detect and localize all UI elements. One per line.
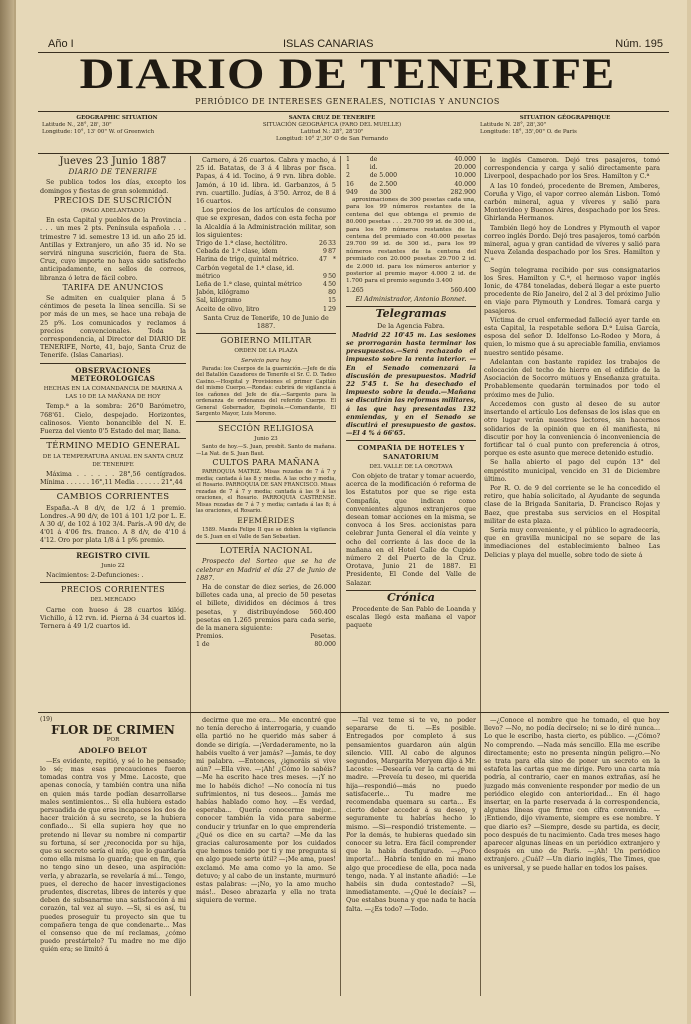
- intro-text: Se publica todos los días, excepto los domingos y fiestas de gran solemnidad.: [40, 178, 186, 195]
- cronica-title: Crónica: [387, 590, 435, 604]
- premios-header: Premios.: [196, 633, 224, 641]
- market-cell: 80: [328, 289, 336, 297]
- tarifa-title: TARIFA DE ANUNCIOS: [62, 282, 164, 292]
- lottery-cell: 2: [346, 172, 350, 180]
- serial-column-4: [484, 716, 660, 996]
- cronica-text: Procedente de San Pablo de Loanda y escalas llegó esta mañana el vapor paquete: [346, 605, 476, 630]
- cronica-item: Por R. O. de 9 del corriente se le ha concedido el retiro, que había solicitado, al Ayudante de segunda clase de la Brigada Sanitaria, D. Francisco Rojas y Baez, que prestaba sus servicios en el Hospital militar de esta plaza.: [484, 483, 660, 525]
- market-cell: 1: [322, 305, 327, 313]
- geo-line: Longitud: 10° 2',30" O de San Fernando: [276, 136, 388, 142]
- cambios-text: España.-A 8 d/v, de 1/2 á 1 premio. Londres.-A 90 d/v, de 101 á 101 1/2 por L. E. A 30 d/, de 102 á 102 3/4. París.-A 90 d/v, de 4'01 á 4'06 frs. franco. A 8 d/v, de 4'10 á 4'12. Oro por plata 1/8 á 1 p% premio.: [40, 503, 186, 545]
- column-3: [346, 156, 476, 711]
- market-cell: *: [332, 256, 336, 264]
- termino-title: TÉRMINO MEDIO GENERAL: [46, 441, 180, 452]
- market-row: [196, 289, 336, 297]
- market-row: [196, 297, 336, 305]
- market-cell: Carbón vegetal de 1.ª clase, id.: [196, 264, 295, 272]
- market-table: [196, 240, 336, 314]
- loteria-title: LOTERÍA NACIONAL: [219, 546, 313, 556]
- market-cell: Sal, kilógramo: [196, 297, 242, 305]
- telegramas-title: Telegramas: [375, 307, 447, 321]
- seccion-text: Santo de hoy.—S. Juan, presbít. Santo de mañana.—La Nat. de S. Juan Baut.: [196, 444, 336, 457]
- market-cell: Jabón, kilógramo: [196, 289, 250, 297]
- geo-box-english: [42, 115, 192, 153]
- market-row: [196, 265, 336, 273]
- precios-text: En esta Capital y pueblos de la Provincia . . . . un mes 2 pts. Península española . . . trimestre 7 id. semestre 13 id. un año 25 id. Antillas y Extranjero, un año 35 id. No se servirá ninguna suscrición, fuera de Sta. Cruz, cuyo importe no haya sido satisfecho anticipadamente, en sellos de correos, libranza ó letra de fácil cobro.: [40, 216, 186, 282]
- termino-subtitle: DE LA TEMPERATURA ANUAL EN SANTA CRUZ DE TENERIFE: [42, 453, 184, 468]
- market-cell: 9: [322, 248, 327, 256]
- market-prices: Carnero, á 26 cuartos. Cabra y macho, á 25 id. Batatas, de 3 á 4 libras por fisca. Papas, á 4 id. Tocino, á 9 rvn. libra doble. Jamón, á 10 id. libra. id. Garbanzos, á 5 rvn. cuartillo. Judías, á 3'50. Arroz, de 8 á 16 cuartos.: [196, 156, 336, 206]
- lottery-cell: de 2.500: [369, 180, 398, 188]
- cultos-title: CULTOS PARA MAÑANA: [212, 458, 320, 468]
- lottery-text: aproximaciones de 300 pesetas cada una, para los 99 números restantes de la centena del que obtenga el premio de 80.000 pesetas . . . 29.700 99 id. de 300 id., para los 99 números restantes de la centena del premiado con 40.000 pesetas 29.700 99 id. de 300 id., para los 99 números restantes de la centena del premiado con 20.000 pesetas 29.700 2 id. de 2.000 id. para los números anterior y posterior al premio mayor 4.000 2 id. de 1.700 para el premio segundo 3.400: [346, 197, 476, 285]
- lottery-cell: 10.000: [454, 172, 476, 180]
- lottery-row: [346, 172, 476, 180]
- column-divider: [190, 156, 191, 996]
- market-row: [196, 281, 336, 289]
- registro-subtitle: Junio 22: [101, 562, 125, 569]
- market-cell: 33: [328, 240, 336, 248]
- market-cell: [318, 265, 327, 273]
- compania-text: Con objeto de tratar y tomar acuerdo, acerca de la modificación ó reforma de los Estatutos por que se rige esta Compañía, que indican como convenientes algunos extranjeros que desean tomar acciones en la misma, se convoca á los Sres. accionistas para celebrar Junta General el día veinte y ocho del corriente á las doce de la mañana en el Hotel Calle de Cupido número 2 del Puerto de la Cruz. Orotava, Junio 21 de 1887. El Presidente, El Conde del Valle de Salazar.: [346, 471, 476, 587]
- lottery-cell: 16: [346, 180, 354, 188]
- market-row: [196, 256, 336, 264]
- lottery-row: [346, 164, 476, 172]
- pesetas-header: Pesetas.: [310, 633, 336, 641]
- obs-text: Temp.ª a la sombra: 26°0 Barómetro, 768'61. Cielo, despejado. Horizontes, calinosos. Viento bonancible del N. E. Fuerza del viento 0'5 Estado del mar, llana.: [40, 402, 186, 436]
- premio-de: de: [201, 641, 210, 649]
- geo-box-spanish: [232, 115, 432, 153]
- market-cell: Aceite de olivo, litro: [196, 305, 260, 313]
- lottery-cell: de: [369, 156, 378, 163]
- cronica-item: Víctima de cruel enfermedad falleció ayer tarde en esta Capital, la respetable señora D.ª Luisa García, esposa del señor D. Idelfonso Lo-Rodeo y Mora, á quien, lo mismo que á su apreciable familia, enviamos nuestro sentido pésame.: [484, 315, 660, 357]
- column-4: [484, 156, 660, 711]
- precios2-subtitle: DEL MERCADO: [90, 597, 136, 604]
- cambios-title: CAMBIOS CORRIENTES: [56, 492, 170, 503]
- serial-text-2: decirme que me era... Me encontré que no tenía derecho á interrogaria, y cuando ella partió no he querido más saber á donde se dirigía. —¡Verdaderamente, no la habéis vuelto á ver jamás? —Jamás, te doy mi palabra. —Entonces, ¿ignoráis si vive aún? —Ella vive. —¡Ah! ¿Cómo lo sabéis? —Me ha escrito hace tres meses. —¡Y no me lo habéis dicho! —No conocía ni tus sufrimientos, ni tus deseos... Jamás me habías hablado como hoy. —Es verdad, esperaba... Quería conocerme mejor... conocer también la vida para saberme conducir y triunfar en lo que emprendería ¿Qué os dice en su carta? —Me da las gracias calurosamente por los cuidados que hemos tenido por ti y me pregunta si en algo puede serte útil? —¡Me ama, pues! exclamó. Me ama como yo la amo. Se detuvo; y al cabo de un instante, murmuró estas palabras: —¡No, yo la amo mucho más!.. Deseo abrazarla y ella no trata siquiera de verme.: [196, 716, 336, 905]
- subtitle-rule: [38, 111, 669, 112]
- administrador: El Administrador, Antonio Bonnet.: [355, 295, 467, 304]
- obs-subtitle: HECHAS EN LA COMANDANCIA DE MARINA A LAS 10 DE LA MAÑANA DE HOY: [43, 386, 183, 401]
- serial-rule: [38, 712, 669, 713]
- market-cell: Harina de trigo, quintal métrico.: [196, 256, 299, 264]
- precios-title: PRECIOS DE SUSCRICIÓN: [53, 195, 173, 205]
- cronica-item: También llegó hoy de Londres y Plymouth el vapor correo inglés Dordo. Dejó tres pasajeros, tomó carbón mineral, agua y gran cantidad de víveres y salió para Nueva Zelanda despachado por los Sres. Hamilton y C.ª: [484, 223, 660, 265]
- total-amount: 560.400: [450, 286, 476, 294]
- column-divider: [480, 156, 481, 996]
- market-row: [196, 273, 336, 281]
- cronica-item: Sería muy conveniente, y el público lo agradecería, que en gravilla municipal no se separe de las inmediaciones del establecimiento balneo Las Delicias y playa del muelle, sobre todo de siete á: [484, 525, 660, 559]
- geo-line: Latitude N., 28°, 28', 30": [42, 122, 112, 128]
- market-cell: [318, 289, 327, 297]
- termino-text: Máxima . . . . . . 28°,56 centígrados. Mínima . . . . . . 16°,11 Media . . . . . . 21°,44: [40, 469, 186, 487]
- serial-text-4: —¿Conoce el nombre que he tomado, el que hoy llevo? —No, no podía decírselo; ni se lo diré nunca... Lo que le escribo, hasta cierto, es público. —¿Cómo? No comprendo. —Nada más sencillo. Ella me escribe directamente; esto no presenta ningún peligro.—No se trata para ella sino de poner un secreto en la estafeta las cartas que me dirige. Pero una carta mía podría, al contrario, caer en manos extrañas, así he juzgado más conveniente responder por medio de un periódico elegido con anterioridad... En él hago insertar, en la parte reservada á la correspondencia, algunas líneas que firme con cifra convenida. —¡Entiendo, dijo vivamente, siempre es ese nombre. Y que diario es? —Siempre, desde su partida, es decir, poco después de tu nacimiento. Cada tres meses hago aparecer algunas líneas en un periódico extranjero y después en uno de París. —¡Ah! Un periódico extranjero. ¿Cuál? —Un diario inglés, The Times, que es universal, y se puede hallar en todos los países.: [484, 716, 660, 872]
- lottery-total: [346, 287, 476, 295]
- market-cell: 15: [328, 297, 336, 305]
- geo-line: Longitude: 10°, 13' 00" W. of Greenwich: [42, 129, 155, 135]
- cronica-item: Accedemos con gusto al deseo de su autor insertando el artículo Los defensas de los islas que en otro lugar verán nuestros lectores, sin hacernos solidarios de la opinión que en él manifiesta, ni discutir por hoy la conveniencia ó inconveniencia de fortificar tal ó cual punto con preferencia á otros, porque es este asunto que merece detenido estudio.: [484, 399, 660, 458]
- lottery-row: [346, 181, 476, 189]
- premios-table: [196, 633, 336, 649]
- issue-year: Año I: [48, 38, 74, 50]
- serial-por: POR: [106, 737, 120, 744]
- cronica-item: le inglés Cameron. Dejó tres pasajeros, tomó correspondencia y carga y salió directamente para Liverpool, despachado por los Sres. Hamilton y C.ª: [484, 156, 660, 181]
- market-cell: 29: [328, 305, 336, 313]
- geo-title: SITUATION GÉOGRAPHIQUE: [519, 115, 611, 121]
- masthead-subtitle: PERIÓDICO DE INTERESES GENERALES, NOTICIAS Y ANUNCIOS: [195, 97, 500, 106]
- mercado-intro: Los precios de los artículos de consumo que se expresan, dados con esta fecha por la Alcaldía á la Administración militar, son los siguientes:: [196, 206, 336, 239]
- precios2-title: PRECIOS CORRIENTES: [61, 585, 165, 595]
- precios-subtitle: (PAGO ADELANTADO): [80, 208, 146, 215]
- gobierno-text: Parada: los Cuerpos de la guarnición.—Jefe de día del Batallón Cazadores de Tenerife el Sr. C. D. Tadeo Casino.—Hospital y Provisiones el primer Capitán del mismo Cuerpo.—Rondas: cubrirá de vigilancia á los cañones del Jefe de día.—Sargento para la ordenanza de ordenanza del referido Cuerpo. El General Gobernador, Espinola.—Comandante, El Sargento Mayor, Luis Moreno.: [196, 365, 336, 418]
- lottery-cell: 40.000: [454, 156, 476, 163]
- lottery-cell: de 300: [369, 188, 392, 196]
- cronica-item: Según telegrama recibido por sus consignatarios los Sres. Hamilton y C.ª, el hermoso vapor inglés Ionic, de 4784 toneladas, deberá llegar a este puerto procedente de Río Janeiro, del 2 al 3 del próximo Julio en viaje para Plymouth y Londres. Tomará carga y pasajeros.: [484, 265, 660, 315]
- market-row: [196, 240, 336, 248]
- market-cell: 87: [328, 248, 336, 256]
- obs-title: OBSERVACIONES METEOROLOGICAS: [70, 365, 156, 383]
- lottery-cell: 949: [346, 188, 358, 196]
- lottery-cell: 1: [346, 156, 350, 163]
- market-row: [196, 306, 336, 314]
- seccion-title: SECCIÓN RELIGIOSA: [218, 423, 314, 433]
- serial-text-1: —Es evidente, repitió, y sé lo he pensado; lo sé; mas esas precauciones fueron tomadas contra vos y Mme. Lacoste, que apenas conocía, y también contra una niña en quien más tarde podían desarrollarse males sentimientos... Si ella hubiera estado persuadida de que eras incapaces los dos de hacer traición á su secreto, se la hubiera confiado... Si ella supiera hoy que no pretendo ni llevar su nombre ni compartir su fortuna, sí ser ¿reconocida por su hija, que su secreto sería el mío, que lo guardaría como ella misma lo guarda; que en fin, que no tengo sino un deseo, una aspiración: verla, y abrazarla, se revelaría á mí... Tengo, pues, el derecho de hacer investigaciones prudentes, discretas, libres de interés y que deben de subsanarme una satisfacción á mi corazón, tal vez al suyo. —Si, si es así, tu puedes proseguir tu proyecto sin que tu compañera tenga de que condenarte... Mas el consenso que de mí reclamas, ¿cómo puedo prestártelo? Tu madre no me dijo quién era; se limitó á: [40, 756, 186, 954]
- market-cell: [327, 265, 336, 273]
- issue-date: Jueves 23 Junio 1887: [59, 156, 167, 167]
- registro-text: Nacimientos: 2-Defunciones: .: [46, 570, 144, 579]
- efemerides-title: EFEMÉRIDES: [237, 515, 295, 525]
- tarifa-text: Se admiten en cualquier plana á 5 céntimos de peseta la línea sencilla. Si se por más de un mes, se hace una rebaja de 25 p%. Los comunicados y reclamos á precios convencionales. Toda la correspondencia, al Director del DIARIO DE TENERIFE, Norte, 41, bajo, Santa Cruz de Tenerife. (Islas Canarias).: [40, 294, 186, 360]
- gobierno-subtitle: ORDEN DE LA PLAZA: [234, 348, 298, 355]
- market-cell: 50: [328, 272, 336, 280]
- total-count: 1.265: [346, 286, 364, 294]
- market-cell: Cebada de 1.ª clase, idem: [196, 248, 278, 256]
- serial-title: FLOR DE CRIMEN: [51, 723, 175, 738]
- serial-column-1: [40, 716, 186, 996]
- geo-line: Latitud N.: 28°, 28'30": [300, 129, 364, 135]
- market-cell: 4: [322, 281, 327, 289]
- geo-box-french: [480, 115, 650, 153]
- cronica-item: Se halla abierto el pago del cupón 13° del empréstito municipal, vencido en 31 de Diciembre último.: [484, 458, 660, 483]
- cronica-item: A las 10 fondeó, procedente de Bremen, Amberes, Coruña y Vigo, el vapor correo alemán Lisbon. Tomó carbón mineral, agua y víveres y salió para Montevideo y Buenos Aires, despachado por los Sres. Ghirlanda Hermanos.: [484, 181, 660, 223]
- seccion-subtitle: Junio 23: [254, 436, 278, 443]
- lottery-row: [346, 156, 476, 164]
- gobierno-title: GOBIERNO MILITAR: [220, 336, 312, 346]
- market-cell: Leña de 1.ª clase, quintal métrico: [196, 281, 302, 289]
- precios2-text: Carne con hueso á 28 cuartos kilóg. Vichillo, á 12 rvn. id. Pierna á 34 cuartos id. Ternera á 49 1/2 cuartos id.: [40, 605, 186, 630]
- market-cell: métrico: [196, 272, 221, 280]
- market-cell: 50: [328, 281, 336, 289]
- issue-number: Núm. 195: [615, 38, 663, 50]
- lottery-table: [346, 156, 476, 197]
- market-cell: 47: [319, 256, 327, 264]
- lottery-cell: de 5.000: [369, 172, 398, 180]
- lottery-row: [346, 189, 476, 197]
- compania-subtitle: DEL VALLE DE LA OROTAVA: [369, 463, 453, 470]
- lottery-cell: 282.900: [450, 188, 476, 196]
- telegramas-agency: De la Agencia Fabra.: [377, 321, 445, 330]
- column-2: [196, 156, 336, 711]
- serial-number: (19): [40, 716, 53, 723]
- geo-rule: [38, 153, 669, 154]
- lottery-cell: 1: [346, 164, 350, 172]
- serial-column-2: [196, 716, 336, 996]
- compania-title: COMPAÑÍA DE HOTELES Y SANATORIUM: [357, 444, 465, 461]
- market-cell: 26: [319, 240, 327, 248]
- cultos-text: PARROQUIA MATRIZ. Misas rezadas de 7 á 7 y media; cantada á las 8 y media. A las ocho y media, el Rosario. PARROQUIA DE SAN FRANCISCO. Misas rezadas de 7 á 7 y media; cantada á las 9 á las oraciones, el Rosario. PARROQUIA CASTRENSE. Misas rezadas de 7 á 7 y media; cantada á las 8; á las oraciones, el Rosario.: [196, 469, 336, 515]
- market-signature: Santa Cruz de Tenerife, 10 de Junio de 1887.: [203, 313, 329, 331]
- header-row: [28, 38, 671, 52]
- telegramas-text: Madrid 22 10'45 m. Las sesiones se prorrogarán hasta terminar los presupuestos.—Será rechazado el impuesto sobre la renta interior. —En el Senado comenzará la discusión de presupuestos. Madrid 22 5'45 t. Se ha desechado el impuesto sobre la deuda.—Mañana se discutirán las reformas militares, á las que hay presentadas 132 enmiendas, y en el Senado se discutirá el presupuesto de gastos.—El 4 % á 66'65.: [346, 330, 476, 438]
- loteria-text: Ha de constar de diez series, de 26.000 billetes cada una, al precio de 50 pesetas el billete, divididos en décimos á tres pesetas, y distribuyéndose 560.400 pesetas en 1.265 premios para cada serie, de la manera siguiente:: [196, 583, 336, 633]
- loteria-prospecto: Prospecto del Sorteo que se ha de celebrar en Madrid el día 27 de Junio de 1887.: [196, 557, 336, 582]
- cronica-item: Adelantan con bastante rapidez los trabajos de colocación del techo de hierro en el edificio de la Asociación de Socorro mútuos y Enseñanza gratuita. Probablemente quedarán terminados por todo el próximo mes de Julio.: [484, 357, 660, 399]
- column-1: [40, 156, 186, 711]
- lottery-cell: 20.000: [454, 164, 476, 172]
- registro-title: REGISTRO CIVIL: [76, 550, 150, 560]
- premio-amount: 80.000: [314, 641, 336, 649]
- geo-title: SANTA CRUZ DE TENERIFE: [288, 115, 376, 121]
- geo-line: Latitude N. 28°, 28',30": [480, 122, 547, 128]
- geo-line: SITUACIÓN GEOGRÁFICA (FARO DEL MUELLE): [262, 122, 402, 128]
- lottery-cell: 40.000: [454, 180, 476, 188]
- serial-column-3: [346, 716, 476, 996]
- column-divider: [340, 156, 341, 996]
- gobierno-servicio: Servicio para hoy: [241, 357, 291, 364]
- market-cell: Trigo de 1.ª clase, hectólitro.: [196, 240, 288, 248]
- market-cell: [318, 297, 327, 305]
- market-cell: 9: [322, 272, 327, 280]
- geo-title: GEOGRAPHIC SITUATION: [76, 115, 158, 121]
- diario-label: DIARIO DE TENERIFE: [68, 167, 158, 177]
- geo-line: Longitude: 18°, 35',00" O. de Paris: [480, 129, 577, 135]
- location: ISLAS CANARIAS: [283, 38, 374, 50]
- premio-count: 1: [196, 641, 200, 649]
- lottery-cell: id.: [369, 164, 378, 172]
- serial-text-3: —Tal vez teme si te ve, no poder separarse de ti. —Es posible. Entregados por completo á sus pensamientos guardaron aún algún silencio. VIII. Al cabo de algunos segundos, Margarita Meryem dijo á Mr. Lacoste: —Desearía ver la carta de mi madre. —Preveía tu deseo, mi querida hija—respondió—más no puedo satisfacerle... Tu madre me recomendaba quemara su carta... Es cierto deber acceder á su deseo, y seguramente tu habrías hecho lo mismo. —Si—respondió tristemente. —Por la demás, te hubieras quedado sin conocer su letra. Era fácil comprender que la había desfigurado. —¿Poco importa!... Habría tenido en mi mano algo que procediese de ella, poca nada tengo, nada. Y al instante añadió: —Le habéis sin duda contestado? —Si, inmediatamente. —¿Qué le decíais? —Que estabas buena y que nada te hacía falta. —¿Es todo? —Todo.: [346, 716, 476, 913]
- efemerides-text: 1589. Manda Felipe II que se doblen la vigilancia de S. Juan en el Valle de San Sebastian.: [196, 527, 336, 540]
- serial-author: ADOLFO BELOT: [78, 745, 148, 755]
- masthead-title: DIARIO DE TENERIFE: [79, 51, 616, 98]
- market-row: [196, 248, 336, 256]
